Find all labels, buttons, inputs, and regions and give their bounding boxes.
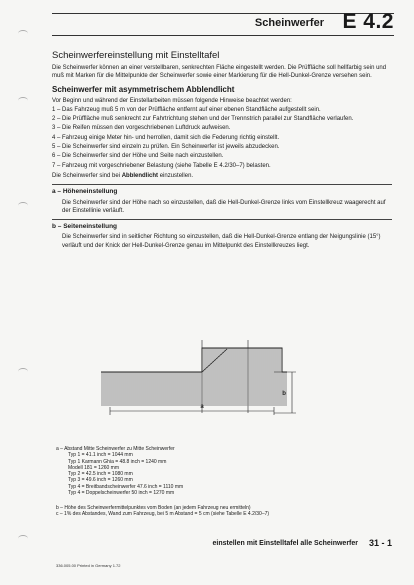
legend-a-item: Typ 1 = 41.1 inch = 1044 mm [68, 452, 133, 459]
legend-b-text: b – Höhe des Scheinwerfermittelpunktes vom Boden (an jedem Fahrzeug neu ermitteln) [56, 505, 251, 511]
legend-a-title: a – Abstand Mitte Scheinwerfer zu Mitte Scheinwerfer [56, 446, 175, 452]
step-list [52, 106, 392, 170]
figure-label-b: b [282, 391, 286, 397]
step-item: 3 – Die Reifen müssen den vorgeschriebenen Luftdruck aufweisen. [52, 125, 231, 132]
step-item: 1 – Das Fahrzeug muß 5 m von der Prüffläche entfernt auf einer ebenen Standfläche aufgestellt sein. [52, 106, 321, 113]
step-item: 5 – Die Scheinwerfer sind einzeln zu prüfen. Ein Scheinwerfer ist jeweils abzudecken. [52, 144, 280, 151]
header-title: Scheinwerfer [254, 17, 324, 29]
hatched-shadow-area [102, 348, 286, 406]
after-prefix: Die Scheinwerfer sind bei [52, 172, 122, 179]
legend-a-item: Modell 181 = 1260 mm [68, 464, 120, 471]
legend-a-item: Typ 4 = Doppelscheinwerfer 50 inch = 1270 mm [68, 490, 175, 497]
legend-bc [56, 505, 386, 518]
adjustment-diagram [52, 318, 372, 428]
adjustment-diagram-svg [52, 318, 372, 428]
step-item: 6 – Die Scheinwerfer sind der Höhe und Seite nach einzustellen. [52, 153, 224, 160]
after-bold: Abblendlicht [121, 172, 159, 179]
punch-hole-mark [18, 97, 28, 104]
legend-a-item: Typ 1 Karmann Ghia = 48.8 inch = 1240 mm [68, 458, 167, 465]
legend-a-item: Typ 2 = 42.5 inch = 1080 mm [68, 471, 133, 478]
print-line: 336.005.00 Printed in Germany 1.72 [56, 563, 121, 568]
section-code: E 4.2 [342, 10, 394, 33]
height-adjustment-label: a – Höheneinstellung [52, 188, 118, 196]
punch-hole-mark [18, 202, 28, 209]
step-item: 2 – Die Prüffläche muß senkrecht zur Fahrtrichtung stehen und der Trennstrich parallel zur Standfläche verlaufen. [52, 116, 354, 123]
cutoff-outline [101, 348, 287, 372]
punch-hole-mark [18, 368, 28, 375]
legend-a [56, 446, 376, 496]
step-item: 7 – Fahrzeug mit vorgeschriebener Belastung (siehe Tabelle E 4.2/30–7) belasten. [52, 162, 271, 169]
before-text: Vor Beginn und während der Einstellarbeiten müssen folgende Hinweise beachtet werden: [52, 97, 292, 104]
lateral-adjustment-label: b – Seiteneinstellung [52, 223, 118, 231]
figure-label-a: a [200, 404, 204, 410]
punch-hole-mark [18, 535, 28, 542]
lateral-adjustment-text: Die Scheinwerfer sind in seitlicher Richtung so einzustellen, daß die Hell-Dunkel-Grenze entlang der Neigungslinie (15°) verläuft und der Knick der Hell-Dunkel-Grenze genau im Mittelpunkt des Einstellkreuzes liegt. [62, 234, 381, 249]
divider [52, 219, 392, 220]
header-rule [52, 35, 394, 36]
height-adjustment-text: Die Scheinwerfer sind der Höhe nach so einzustellen, daß die Hell-Dunkel-Grenze links vom Einstellkreuz waagerecht auf der Einstellinie verläuft. [62, 199, 386, 214]
after-text [52, 172, 392, 180]
step-item: 4 – Fahrzeug einige Meter hin- und herrollen, damit sich die Federung richtig einstellt. [52, 134, 280, 141]
main-content [52, 50, 392, 250]
legend-a-item: Typ 4 = Breitbandscheinwerfer 47.6 inch = 1110 mm [68, 483, 184, 490]
punch-hole-mark [18, 30, 28, 37]
section-heading: Scheinwerfer mit asymmetrischem Abblendlicht [52, 84, 235, 94]
after-suffix: einzustellen. [158, 172, 194, 179]
legend-a-item: Typ 3 = 49.6 inch = 1260 mm [68, 477, 133, 484]
page-number: 31 - 1 [368, 538, 392, 548]
legend-c-text: c – 1% des Abstandes, Wand zum Fahrzeug, bei 5 m Abstand = 5 cm (siehe Tabelle E 4.2/30–7) [56, 511, 270, 518]
page-title: Scheinwerfereinstellung mit Einstelltafel [52, 50, 220, 61]
footer-text: einstellen mit Einstelltafel alle Scheinwerfer [212, 540, 358, 547]
intro-paragraph: Die Scheinwerfer können an einer verstellbaren, senkrechten Fläche eingestellt werden. Die Prüffläche soll hellfarbig sein und muß mit Marken für die Mittelpunkte der Scheinwerfer sowie einer Markierung für die Hell-Dunkel-Grenze versehen sein. [52, 65, 387, 80]
divider [52, 184, 392, 185]
